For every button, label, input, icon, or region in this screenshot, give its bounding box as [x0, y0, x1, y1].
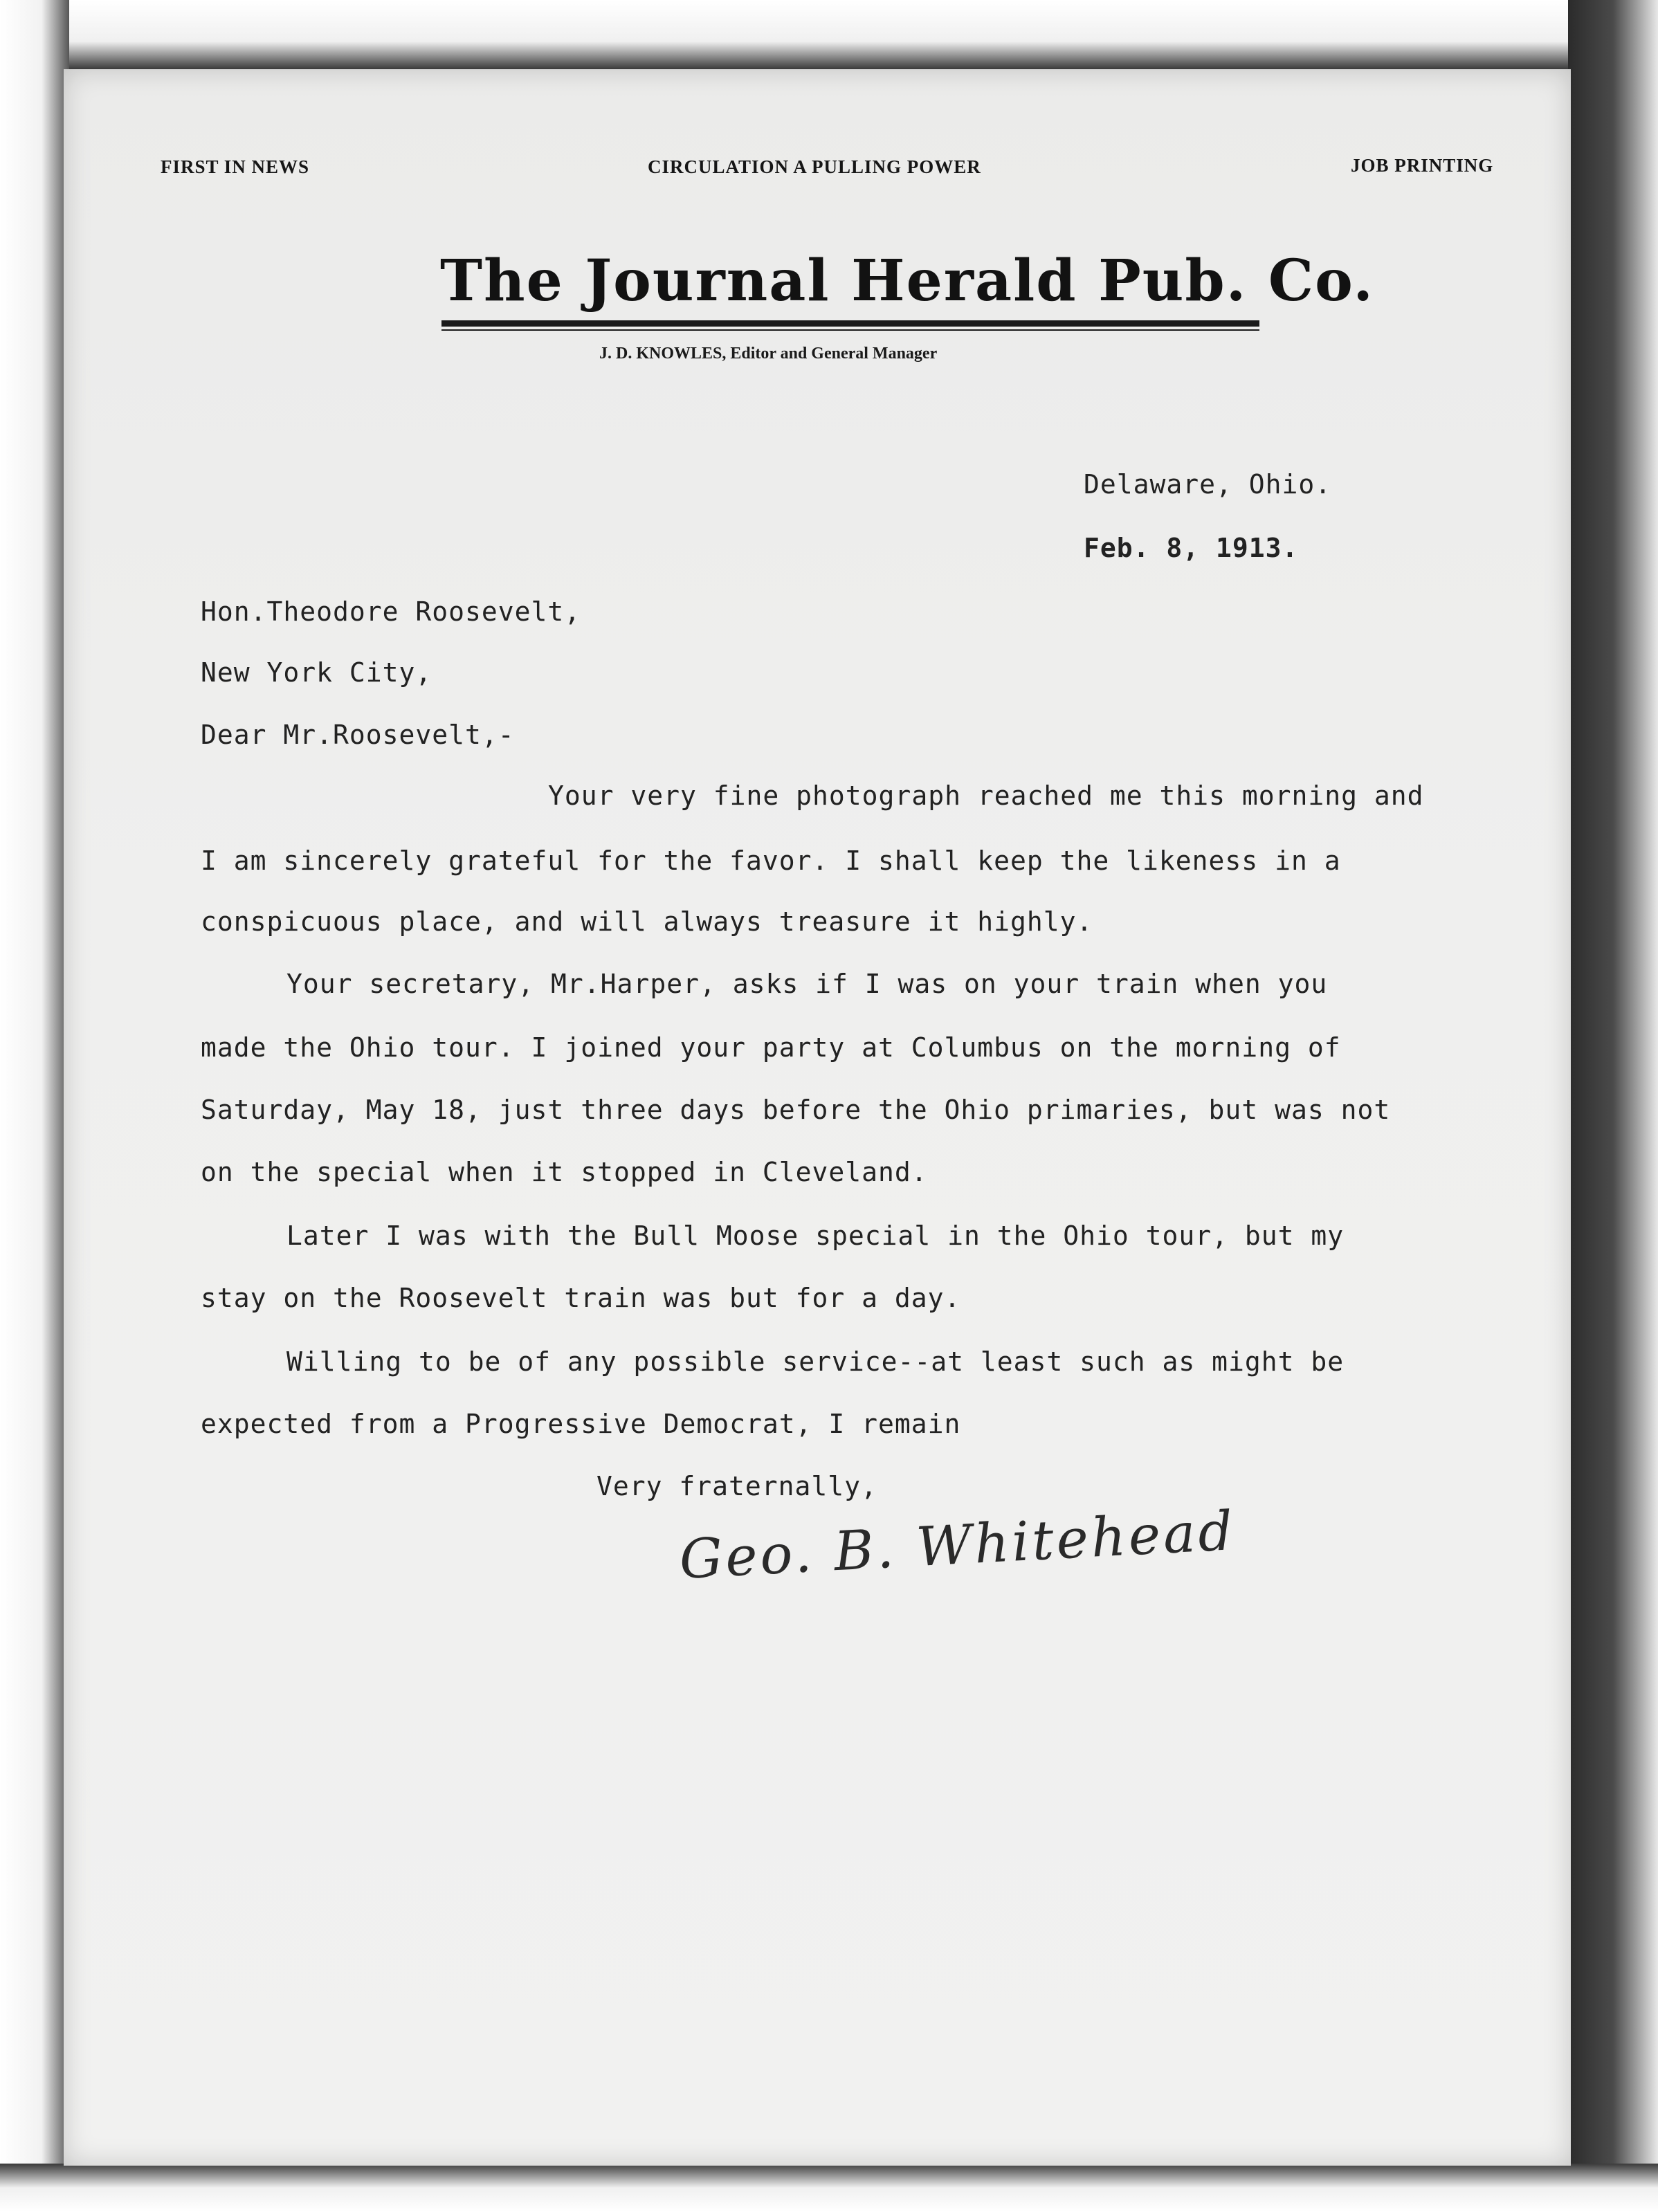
body-line: Your secretary, Mr.Harper, asks if I was on your train when you: [286, 969, 1328, 999]
scan-border-right: [1568, 0, 1658, 2212]
scan-border-left: [0, 0, 69, 2212]
masthead-center-tag: CIRCULATION A PULLING POWER: [648, 156, 981, 177]
scan-border-top: [0, 0, 1658, 69]
body-line: conspicuous place, and will always treasure it highly.: [201, 906, 1093, 937]
body-line: made the Ohio tour. I joined your party at Columbus on the morning of: [201, 1032, 1341, 1063]
masthead-right-tag: JOB PRINTING: [1351, 155, 1494, 176]
editor-line: J. D. KNOWLES, Editor and General Manager: [599, 345, 938, 363]
scan-border-bottom: [0, 2164, 1658, 2212]
body-line: Saturday, May 18, just three days before the Ohio primaries, but was not: [201, 1095, 1391, 1125]
salutation: Dear Mr.Roosevelt,-: [201, 720, 515, 750]
body-line: I am sincerely grateful for the favor. I shall keep the likeness in a: [201, 846, 1341, 876]
dateline-place: Delaware, Ohio.: [1084, 469, 1332, 500]
letterhead-rule: [441, 320, 1259, 327]
dateline-date: Feb. 8, 1913.: [1084, 533, 1299, 563]
addressee-name: Hon.Theodore Roosevelt,: [201, 596, 581, 627]
body-line: on the special when it stopped in Cleveland.: [201, 1157, 928, 1187]
addressee-city: New York City,: [201, 657, 432, 688]
body-line: stay on the Roosevelt train was but for a day.: [201, 1283, 961, 1313]
body-line: Later I was with the Bull Moose special in the Ohio tour, but my: [286, 1221, 1345, 1251]
closing: Very fraternally,: [596, 1471, 877, 1501]
body-line: expected from a Progressive Democrat, I remain: [201, 1409, 961, 1439]
letterhead-rule-thin: [441, 329, 1259, 331]
body-line: Your very fine photograph reached me this morning and: [548, 780, 1424, 811]
body-line: Willing to be of any possible service--at least such as might be: [286, 1346, 1345, 1377]
signature: Geo. B. Whitehead: [677, 1499, 1237, 1591]
company-name: The Journal Herald Pub. Co.: [440, 248, 1374, 314]
masthead-left-tag: FIRST IN NEWS: [161, 156, 310, 177]
